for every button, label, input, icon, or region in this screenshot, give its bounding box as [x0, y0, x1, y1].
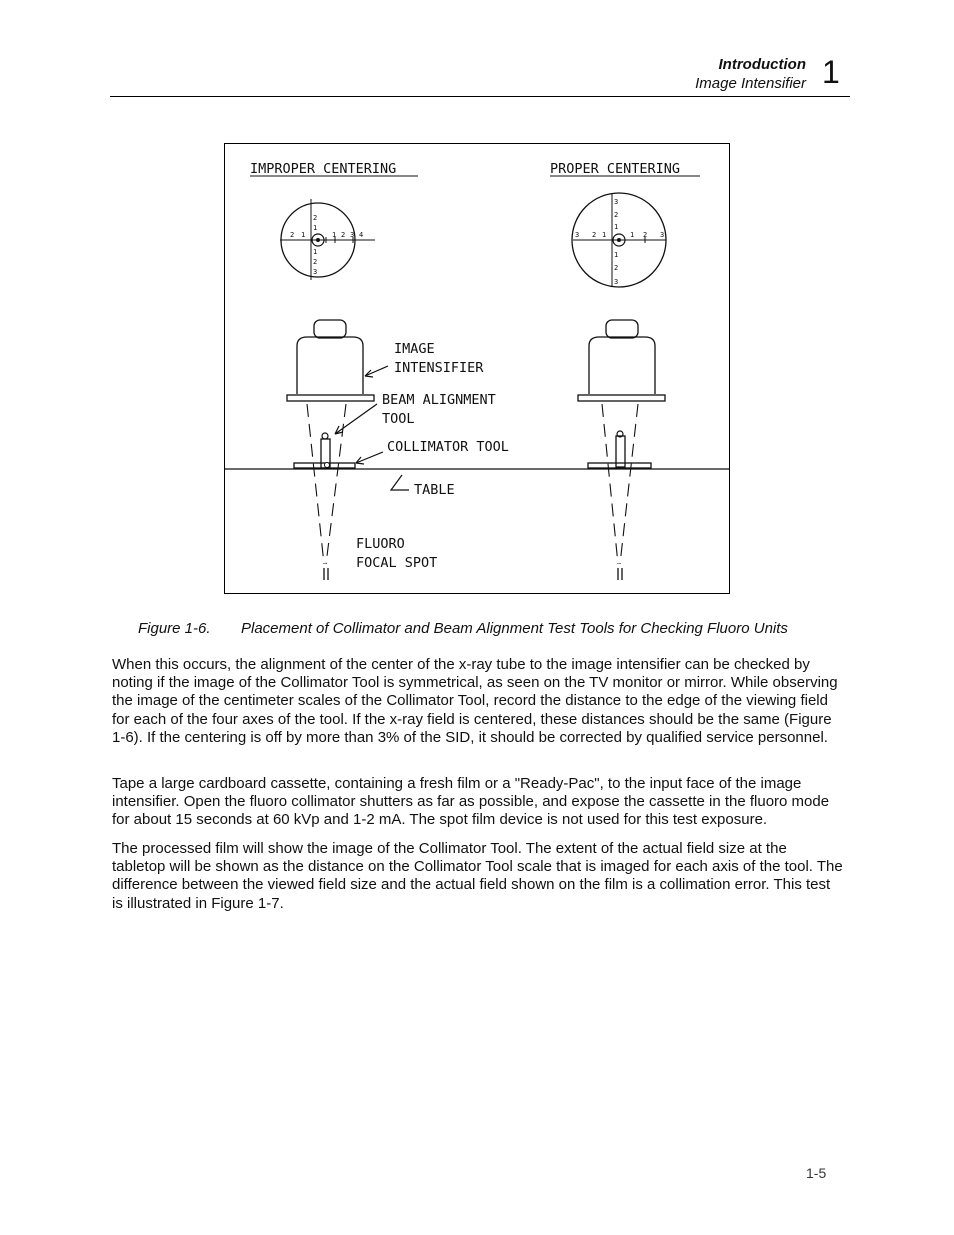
proper-h-right-1: 1: [630, 231, 635, 239]
arrow-collimator-tool: [356, 452, 383, 464]
header-rule: [110, 96, 850, 97]
arrow-image-intensifier: [365, 366, 388, 377]
centering-diagram: [225, 144, 729, 593]
proper-h-right-2: 2: [643, 231, 648, 239]
chapter-number: 1: [822, 54, 840, 90]
caption-text: Placement of Collimator and Beam Alignment Test Tools for Checking Fluoro Units: [241, 620, 788, 637]
improper-h-right-1: 1: [332, 231, 337, 239]
proper-target: [572, 193, 666, 287]
improper-v-bottom-3: 3: [313, 268, 318, 276]
subsection-title: Image Intensifier: [695, 75, 806, 92]
figure-1-6: [224, 143, 730, 594]
section-title: Introduction: [718, 56, 806, 73]
proper-v-top-1: 1: [614, 223, 619, 231]
arrow-beam-alignment: [335, 404, 377, 434]
proper-h-left-1: 1: [602, 231, 607, 239]
proper-v-bottom-1: 1: [614, 251, 619, 259]
improper-v-top-1: 1: [313, 224, 318, 232]
figure-caption: [138, 620, 788, 637]
arrow-table: [391, 475, 409, 490]
right-beam-lines: [602, 404, 638, 564]
right-focal-spot: [618, 568, 622, 580]
caption-label: Figure 1-6.: [138, 620, 211, 637]
paragraph-cassette-exposure: Tape a large cardboard cassette, containing a fresh film or a "Ready-Pac", to the input face of the image intensifier. Open the fluoro collimator shutters as far as possible, and expose the cassette in the fluoro mode for about 15 seconds at 60 kVp and 1-2 mA. The spot film device is not used for this test exposure.: [112, 775, 830, 829]
improper-h-right-3: 3: [350, 231, 355, 239]
left-focal-spot: [324, 568, 328, 580]
proper-h-right-3: 3: [660, 231, 665, 239]
improper-h-left-1: 1: [301, 231, 306, 239]
paragraph-alignment-check: When this occurs, the alignment of the center of the x-ray tube to the image intensifier can be checked by noting if the image of the Collimator Tool is symmetrical, as seen on the TV monitor or mirror. While observing the image of the centimeter scales of the Collimator Tool, record the distance to the edge of the viewing field for each of the four axes of the tool. If the x-ray field is centered, these distances should be the same (Figure 1-6). If the centering is off by more than 3% of the SID, it should be corrected by qualified service personnel.: [112, 656, 838, 746]
improper-centering-heading: IMPROPER CENTERING: [250, 161, 397, 177]
improper-h-right-2: 2: [341, 231, 346, 239]
label-tool: TOOL: [382, 411, 415, 427]
label-beam-alignment: BEAM ALIGNMENT: [382, 392, 496, 408]
label-intensifier: INTENSIFIER: [394, 360, 484, 376]
improper-h-right-4: 4: [359, 231, 364, 239]
label-table: TABLE: [414, 482, 455, 498]
label-image: IMAGE: [394, 341, 435, 357]
improper-target: [280, 199, 375, 280]
improper-h-left-2: 2: [290, 231, 295, 239]
left-beam-tool-ball: [322, 433, 328, 439]
label-collimator-tool: COLLIMATOR TOOL: [387, 439, 509, 455]
proper-h-left-3: 3: [575, 231, 580, 239]
page-number: 1-5: [806, 1165, 827, 1181]
left-collimator-center: [325, 463, 330, 468]
proper-h-left-2: 2: [592, 231, 597, 239]
left-image-intensifier: [287, 320, 374, 401]
proper-centering-heading: PROPER CENTERING: [550, 161, 681, 177]
proper-v-bottom-2: 2: [614, 264, 619, 272]
proper-v-bottom-3: 3: [614, 278, 619, 286]
improper-v-bottom-1: 1: [313, 248, 318, 256]
label-fluoro: FLUORO: [356, 536, 405, 552]
left-beam-lines: [307, 404, 346, 564]
paragraph-processed-film: The processed film will show the image of the Collimator Tool. The extent of the actual field size at the tabletop will be shown as the distance on the Collimator Tool scale that is imaged for each axis of the tool. The difference between the viewed field size and the actual field shown on the film is a collimation error. This test is illustrated in Figure 1-7.: [112, 840, 843, 912]
right-image-intensifier: [578, 320, 665, 401]
proper-v-top-2: 2: [614, 211, 619, 219]
improper-v-top-2: 2: [313, 214, 318, 222]
proper-v-top-3: 3: [614, 198, 619, 206]
label-focal-spot: FOCAL SPOT: [356, 555, 438, 571]
improper-v-bottom-2: 2: [313, 258, 318, 266]
